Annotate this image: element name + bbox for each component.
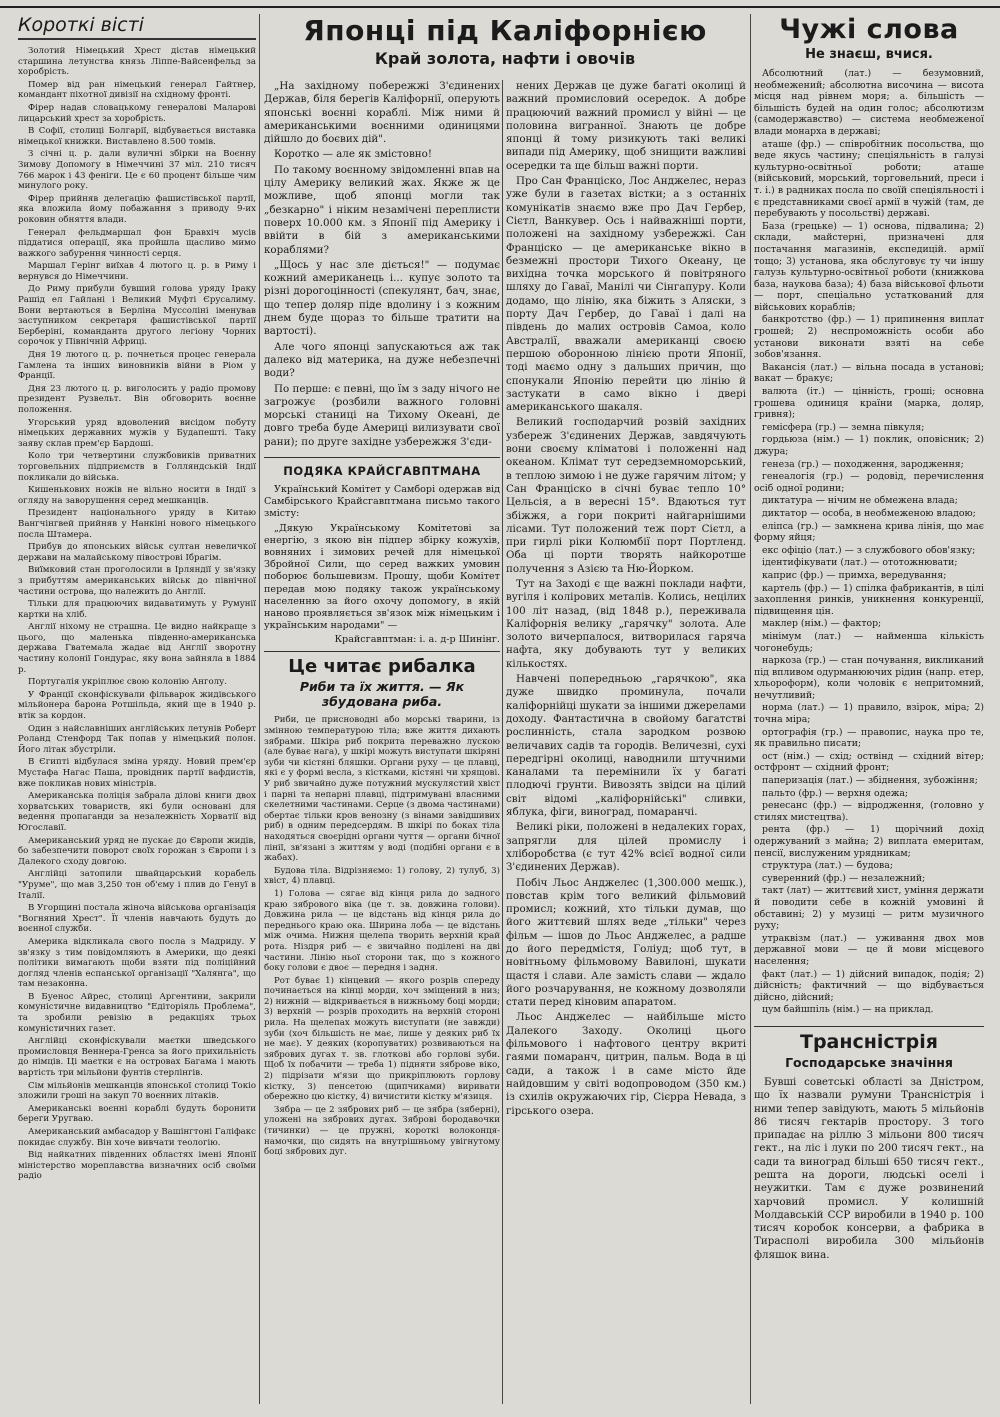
article-paragraph: По такому воєнному звідомленні впав на цілу Америку великий жах. Якже ж це можливе, щоб японці могли так „безкарно" і ніким незамічені переплисти поверх 10.000 км. з Японії під Америку і ввійти в бій з американськими кораблями?: [264, 163, 500, 256]
glossary-entry: Абсолютний (лат.) — безумовний, необмежений; абсолютна височина — висота місця над рівнем моря; а. більшість — більшість будей на один голос; абсолютизм (самодержавство) — система необмеженої влади монарха в державі;: [754, 68, 984, 137]
article-paragraph: 1) Голова — сягає від кінця рила до задного краю зябрового віка (це т. зв. довжина голови). Довжина рила — це відстань від кінця рила до переднього краю ока. Ширина лоба — це відстань між очима. Нижня щелепа творить верхній край рота. Ніздря риб — є звичайно поділені на дві частини. Лінію ньої сторони так, що з кожного боку голови є двоє — передня і задня.: [264, 888, 500, 974]
transnistria-title: Трансністрія: [754, 1026, 984, 1053]
glossary-entry: екс офіціо (лат.) — з службового обов'язку;: [762, 544, 976, 556]
news-item: Один з найславніших англійських летунів Роберт Роланд Стенфорд Так попав у німецький полон. Його літак збустріли.: [18, 723, 256, 755]
glossary-entry: гемісфера (гр.) — земна півкуля;: [762, 421, 925, 433]
article-paragraph: Риби, це присноводні або морські тварини, із змінною температурою тіла; вже життя дихають зябрами. Шкіра риб покрита переважно лускою (але буває нага), у шкірі можуть виступати шкіряні зуби чи кістяні бляшки. Органи руху — це плавці, які є у формі весла, з кістками, кістяні чи хрящові. У риб звичайно дуже потужний мускулястий хвіст і парні та непарні плавці, підтримувані власними скелетними частинами. Серце (з двома частинами) обертає тільки кров венозну (з вінами завідшивих риб) в одним передсердям. В шкірі по боках тіла находяться своєрідні органи чуття — органи бічної лінії, зв'язані з життям у воді (подібні органи є в жабах).: [264, 715, 500, 864]
short-news-heading: Короткі вісті: [18, 14, 256, 40]
news-item: Маршал Герінг виїхав 4 лютого ц. р. в Риму і вернувся до Німеччини.: [18, 261, 256, 282]
glossary-entry: ренесанс (фр.) — відродження, (головно у стилях мистецтва).: [754, 800, 984, 823]
article-paragraph: Коротко — але як змістовно!: [274, 148, 432, 161]
news-item: Американський уряд не пускає до Європи жидів, бо забезпечити поворот своїх горожан з Європи і з Далекого сходу довгою.: [18, 835, 256, 867]
news-item: Помер від ран німецький генерал Гайтнер, командант піхотної дивізії на східному фронті.: [18, 79, 256, 101]
news-item: Від найкатних південних областях імені Японії міністерство мореплавства визначних осіб своїми радіо: [18, 1150, 256, 1182]
news-item: Президент національного уряду в Китаю Вангчінгвей прийняв у Нанкіні нового німецького посла Штамера.: [18, 508, 256, 540]
article-paragraph: По перше: є певні, що їм з заду нічого не загрожує (розбили важного головні морські станиці на Тихому Океані, де довго треба буде Америці вилизувати свої рани); по друге західне узбережжя З'єди-: [264, 382, 500, 448]
article-paragraph: Льос Анджелес — найбільше місто Далекого Заходу. Околиці цього фільмового і нафтового центру вкриті гаями помаранч, цитрин, пальм. Вода в ці сади, а також і в саме місто йде найдовшим у світі водопроводом (350 км.) із схилів окружаючих гір, Сієрра Невада, з гірського озера.: [506, 1011, 746, 1117]
article-paragraph: „Щось у нас зле діється!" — подумає кожний американець і... купує золото та різні дорогоцінності (спекулянт, бач, знає, що тепер доляр піде вдолину і з кожним днем буде щораз то більше тратити на вартості).: [264, 258, 500, 338]
news-item: Угорський уряд вдоволений висідом побуту німецьких державних мужів у Будапешті. Таку заяву склав прем'єр Бардоші.: [18, 417, 256, 449]
japan-article-subtitle: Край золота, нафти і овочів: [374, 49, 636, 68]
article-paragraph: Великі ріки, положені в недалеких горах, запрягли для цілей промислу і хліборобства (є тут 42% всієї водної сили З'єдинених Держав).: [506, 821, 746, 874]
fisherman-article-subtitle: Риби та їх життя. — Як збудована риба.: [299, 679, 465, 710]
glossary-entry: факт (лат.) — 1) дійсний випадок, подія; 2) дійсність; фактичний — що відбувається дійсно, дійсний;: [754, 968, 984, 1003]
news-item: Америка відкликала свого посла з Мадриду. У зв'язку з тим повідомляють в Америки, що деякі політики вимагають щоби взяти під поліційний догляд членів еспанської організації "Халянга", що там незаконна.: [18, 936, 256, 990]
news-item: Прибув до японських військ султан невеличкої держави на малайському півострові Ібрагім.: [18, 542, 256, 563]
news-item: Фірер прийняв делегацію фашистівської партії, яка вложила йому побажання з приводу 9-их роковин обняття влади.: [18, 193, 256, 225]
glossary-entry: цум байшпіль (нім.) — на приклад.: [762, 1004, 934, 1016]
article-paragraph: Бувші советські області за Дністром, що їх назвали румуни Трансністрія і ними тепер завідують, мають 5 мільйонів 86 тисяч гектарів простору. З того припадає на ріллю 3 мільони 800 тисяч гект., на ліс і луки по 200 тисяч гект., на сади та виноград більші 650 тисяч гект., решта на дороги, людські оселі і неужитки. Там є дуже розвинений харчовий промисл. У колишній Молдавській ССР виробили в 1940 р. 100 тисяч коробок консерви, а фабрика в Тирасполі виробила 300 мільйонів фляшок вина.: [754, 1075, 984, 1261]
japan-article-header: [264, 14, 746, 78]
article-paragraph: Але чого японці запускаються аж так далеко від материка, на дуже небезпечні води?: [264, 340, 500, 380]
glossary-entry: картель (фр.) — 1) спілка фабрикантів, в цілі захоплення ринків, уникнення конкуренції, підвищення цін.: [754, 582, 984, 617]
glossary-entry: суверенний (фр.) — незалежний;: [762, 872, 926, 884]
news-item: Дня 23 лютого ц. р. виголосить у радіо промову президент Рузвельт. Він обговорить воєнне положення.: [18, 383, 256, 415]
article-paragraph: Навчені попередньою „гарячкою", яка дуже швидко проминула, почали каліфорнійці шукати за іншими джерелами доходу. Фантастична в свойому багатстві рослинність, стала зародком розвою величавих садів та городів. Величезні, сухі передгірні околиці, наводнили штучними каналами та перемінили їх у багаті плодючі грунти. Вивозять звідси на цілий світ відомі „каліфорнійські" сливки, яблука, фіги, виноград, помаранчі.: [506, 673, 746, 819]
article-paragraph: Рот буває 1) кінцевий — якого розрів спереду починається на кінці морди, хоч зміщений в низ; 2) нижній — відкривається в нижньому боці морди; 3) верхній — розрів проходить на верхній стороні рила. На щелепах можуть виступати (не завжди) зуби (хоч більшість не має, лише у деяких риб їх не має). У деяких (коропуватих) розвиваються на зябрових дугах т. зв. глоткові або горлові зуби. Щоб їх побачити — треба 1) підняти зяброве віко, 2) підрізати м'язи що прикріплюють горлову кістку, 3) пенсетою (щипчиками) виривати обережно цю кістку, 4) вичистити кістку м'язиця.: [264, 975, 500, 1103]
thanks-article-title: ПОДЯКА КРАЙСГАВПТМАНА: [264, 457, 500, 478]
glossary-entry: структура (лат.) — будова;: [762, 860, 893, 872]
news-item: Американська поліція забрала ділові книги двох хорватських товариств, які були основані для ведення пропаганди за незалежність Хорватії від Югославії.: [18, 791, 256, 833]
news-item: До Риму прибули бувший голова уряду Іраку Рашід ел Гайлані і Великий Муфті Єрусалиму. Вони вертаються в Берліна Муссоліні іменував заступником секретаря фашистівської партії Берберіні, команданта другого легіону Чорних сорочок у Північній Африці.: [18, 284, 256, 348]
glossary-entry: генеалогія (гр.) — родовід, перечислення осіб одної родини;: [754, 471, 984, 494]
article-paragraph: Будова тіла. Відрізняємо: 1) голову, 2) тулуб, 3) хвіст, 4) плавці.: [264, 865, 500, 887]
news-item: Англійці сконфіскували маєтки шведського промисловця Веннера-Гренса за його прихильність до німців. Ці маєтки є на островах Багама і мають вартість три мільйони фунтів стерлінгів.: [18, 1036, 256, 1079]
glossary-entry: норма (лат.) — 1) правило, взірок, міра; 2) точна міра;: [754, 702, 984, 726]
glossary-entry: гордьюза (нім.) — 1) поклик, оповісник; 2) джура;: [754, 434, 984, 457]
article-paragraph: Про Сан Франціско, Лос Анджелес, нераз уже були в газетах вістки; а з останніх комунікатів знаємо вже про Дач Гербер, Сієтл, Ванкувер. Ось і найважніші порти, положені на західному узбережжі. Сан Франціско — це американське вікно в безмежні простори Тихого Океану, це вихідна точка морського й повітряного шляху до Гаваї, Манілі чи Сінгапуру. Коли додамо, що лінію, яка біжить з Аляски, з порту Дач Гербер, до Гаваї і далі на південь до малих островів Самоа, коло Австралії, вважали американці своєю першою оборонною лінією проти Японії, тоді маємо одну з дальших причин, що спонукали Японію перейти цю лінію й застукати в само вікно і двері американського шакаля.: [506, 175, 746, 414]
news-item: Англії ніхому не страшна. Це видно найкраще з цього, що маленька південно-американська держава Гватемала жадає від Англії зворотну частину колонії Гондурас, яку вона зайняла в 1884 р.: [18, 622, 256, 675]
news-item: Тільки для працюючих видаватимуть у Румунії картки на хліб.: [18, 599, 256, 620]
japan-article-part2: [506, 80, 746, 1118]
glossary-entry: маклер (нім.) — фактор;: [762, 618, 882, 630]
glossary-entry: База (грецьке) — 1) основа, підвалина; 2) склади, майстерні, призначені для постачання магазинів, експедицій. армії тощо; 3) установа, яка обслуговує ту чи іншу галузь культурно-освітньої роботи (книжкова база, наукова база); 4) база військової фльоти — порт, спеціально устаткований для військових кораблів;: [754, 220, 984, 313]
news-item: Кишенькових ножів не вільно носити в Індії з огляду на заворушення серед мешканців.: [18, 485, 256, 506]
news-item: Португалія укріплює свою колонію Анголу.: [28, 677, 227, 688]
foreign-words-glossary: [754, 68, 984, 1016]
column-divider: [750, 14, 751, 1404]
transnistria-body: [754, 1076, 984, 1262]
article-paragraph: Побіч Льос Анджелес (1,300.000 мешк.), повстав крім того великий фільмовий промисл; кожний, хто тільки думав, що його життєвий шлях веде „тільки" через фільм — ішов до Льос Анджелес, а радше до його передмістя, Голіуд; щоб тут, в новітньому фільмовому Вавилоні, шукати щастя і слави. Але замість слави — ждало його розчарування, не кожному дозволяли стати перед кіновим апаратом.: [506, 876, 746, 1009]
news-item: Коло три четвертини службовиків приватних торговельних підприємств в Голляндській Індії покликали до війська.: [18, 451, 256, 483]
glossary-entry: рента (фр.) — 1) щорічний дохід одержуваний з майна; 2) виплата емеритам, пенсії, вислуженим урядникам;: [754, 824, 984, 859]
news-item: Сім мільйонів мешканців японської столиці Токіо зложили гроші на закуп 70 воєнних літаків.: [18, 1080, 256, 1102]
fisherman-article-body: [264, 715, 500, 1157]
column-2: [264, 80, 500, 1404]
article-paragraph: Український Комітет у Самборі одержав від Самбірського Крайсгавптмана письмо такого змісту:: [264, 484, 500, 520]
japan-article-title: Японці під Каліфорнією: [303, 14, 707, 47]
glossary-entry: ост (нім.) — схід; оствінд — східний вітер; остфронт — східний фронт;: [754, 750, 984, 774]
transnistria-subtitle: Господарське значіння: [785, 1054, 953, 1070]
news-item: Виїмковий стан проголосили в Ірляндії у зв'язку з прибуттям американських військ до північної частини острова, що належить до Англії.: [18, 565, 256, 597]
news-item: В Софії, столиці Болгарії, відбувається виставка німецької книжки. Виставлено 8.500 томів.: [18, 126, 256, 147]
fisherman-article-title: Це читає рибалка: [264, 651, 500, 677]
news-item: У Франції сконфіскували фільварок жидівського мільйонера барона Ротшільда, який ще в 1940 р. втік за кордон.: [18, 689, 256, 722]
news-item: Золотий Німецький Хрест дістав німецький старшина летунства князь Ліппе-Вайсенфельд за хоробрість.: [18, 46, 256, 78]
glossary-entry: такт (лат) — життєвий хист, уміння держати й поводити себе в кожній умовині й обставині; 2) у музиці — ритм музичного руху;: [754, 885, 984, 932]
glossary-entry: банкротство (фр.) — 1) припинення виплат грошей; 2) неспроможність особи або установи виконати взяті на себе зобов'язання.: [754, 314, 984, 361]
thanks-article-signature: Крайсгавптман: і. а. д-р Шинінг.: [334, 634, 500, 646]
foreign-words-subtitle: Не знаєш, вчися.: [805, 47, 933, 62]
thanks-article-body: [264, 484, 500, 632]
news-item: Генерал фельдмаршал фон Бравхіч мусів піддатися операції, яка пройшла щасливо мимо важкого забурення чинності серця.: [18, 227, 256, 259]
glossary-entry: ідентифікувати (лат.) — ототожнювати;: [762, 557, 958, 569]
article-paragraph: Великий господарчий розвій західних узбереж З'єдинених Держав, завдячують вони своєму кліматові і положенні над океаном. Клімат тут середземноморський, в теплою зимою і не дуже гарячим літом; у Сан Франціско в січні буває тепло 10° Цельсія, а в вересні 15°. Вдаються тут збіжжя, а гори покриті найгарнішими лісами. Тут положений теж порт Сієтл, а при гирлі ріки Колюмбії порт Портленд. Оба ці порти творять найкоротше получення з Азією та Ню-Йорком.: [506, 416, 746, 575]
glossary-entry: утраквізм (лат.) — уживання двох мов державної мови — це й мови місцевого населення;: [754, 932, 984, 967]
article-paragraph: „На західному побережжі З'єдинених Держав, біля берегів Каліфорнії, оперують японські воєнні кораблі. Між ними й американськими воєнними одиницями дійшло до боєвих дій".: [264, 80, 500, 146]
news-item: В Угорщині постала жіноча військова організація "Вогняний Хрест". Її членів навчають будуть до воєнної служби.: [18, 903, 256, 935]
news-item: З січні ц. р. дали вуличні збірки на Воєнну Зимову Допомогу в Німеччині 37 міл. 210 тисяч 766 марок і 43 феніги. Це є 60 процент більше чим минулого року.: [18, 149, 256, 192]
article-paragraph: Зябра — це 2 зябрових риб — це зябра (зяберні), уложені на зябрових дугах. Зяброві бородавочки (тичинки) — це пружні, короткі волоконця-намочки, що сидять на внутрішньому увігнутому боці зябрових дуг.: [264, 1104, 500, 1158]
news-item: В Буенос Айрес, столиці Аргентини, закрили комуністичне видавництво "Едіторіяль Проблема", та зробили ревізію в редакціях трьох комуністичних газет.: [18, 991, 256, 1034]
article-paragraph: „Дякую Українському Комітетові за енергію, з якою він підпер збірку кожухів, вовняних і зимових речей для німецької Збройної Сили, що серед важких умовин поборює большевизм. Прошу, щоби Комітет передав мою подяку також українському населенню за його охочу допомогу, в якій наново проявляється зв'язок між німецьким і українським народами" —: [264, 522, 500, 632]
news-item: Дня 19 лютого ц. р. почнеться процес генерала Гамлена та інших виновників війни в Ріом у Франції.: [18, 350, 256, 382]
foreign-words-title: Чужі слова: [779, 14, 959, 45]
news-item: Американські воєнні кораблі будуть боронити береги Уругваю.: [18, 1103, 256, 1125]
top-rule: [0, 6, 1000, 8]
glossary-entry: пальто (фр.) — верхня одежа;: [762, 787, 909, 799]
glossary-entry: наркоза (гр.) — стан почування, викликаний під впливом одурманюючих рідин (напр. етер, хльороформ), коли чоловік є непритомний, нечутливий;: [754, 655, 984, 701]
glossary-entry: каприс (фр.) — примха, вередування;: [762, 569, 947, 581]
glossary-entry: мінімум (лат.) — найменша кількість чогонебудь;: [754, 630, 984, 654]
news-item: Англійці затопили швайцарський корабель "Уруме", що мав 3,250 тон об'єму і плив до Генуї в Італії.: [18, 869, 256, 901]
news-item: Американський амбасадор у Вашінгтоні Галіфакс покидає службу. Він хоче вивчати теологію.: [18, 1127, 256, 1148]
column-divider: [502, 80, 503, 1404]
column-short-news: [18, 14, 256, 1404]
japan-article-part1: [264, 80, 500, 449]
glossary-entry: Вакансія (лат.) — вільна посада в установі; вакат — бракує;: [754, 361, 984, 385]
article-paragraph: Тут на Заході є ще важні поклади нафти, вугіля і колірових металів. Колись, нецілих 100 літ назад, (від 1848 р.), переживала Каліфорнія велику „гарячку" золота. Але золото вичерпалося, витворилася гаряча нафта, яку добувають тут у великих кількостях.: [506, 577, 746, 670]
column-divider: [259, 14, 260, 1404]
glossary-entry: ортографія (гр.) — правопис, наука про те, як правильно писати;: [754, 726, 984, 750]
glossary-entry: диктатура — нічим не обмежена влада;: [762, 495, 958, 507]
column-3: [506, 80, 746, 1404]
news-item: Фірер надав словацькому генералові Маларові лицарський хрест за хоробрість.: [18, 102, 256, 124]
glossary-entry: генеза (гр.) — походження, зародження;: [762, 458, 964, 470]
glossary-entry: еліпса (гр.) — замкнена крива лінія, що має форму яйця;: [754, 520, 984, 544]
glossary-entry: аташе (фр.) — співробітник посольства, що веде якусь частину; спеціяльність в галузі культурно-освітньої роботи; аташе (військовий, морський, торговельний, преси і т. і.) в радниках посла по своїй спеціяльності і є представниками своєї армії в чужій (там, де перебувають у посольстві) державі.: [754, 138, 984, 220]
short-news-list: [18, 46, 256, 1182]
glossary-entry: валюта (іт.) — цінність, гроші; основна грошева одиниця країни (марка, доляр, гривня);: [754, 386, 984, 421]
glossary-entry: паперизація (лат.) — збіднення, зубожіння;: [762, 775, 978, 787]
glossary-entry: диктатор — особа, в необмеженою владою;: [762, 507, 976, 519]
column-foreign-words: [754, 14, 984, 1404]
news-item: В Єгипті відбулася зміна уряду. Новий прем'єр Мустафа Нагас Паша, провідник партії вафдистів, вже покликав нових міністрів.: [18, 757, 256, 789]
article-paragraph: нених Держав це дуже багаті околиці й важний промисловий осередок. А добре працюючий важний промисл у війні — це половина вигранної. Знають це добре японці й тому ризикують такі великі випади під Америку, щоб знищити важливі осередки та ще більш важні порти.: [506, 80, 746, 172]
